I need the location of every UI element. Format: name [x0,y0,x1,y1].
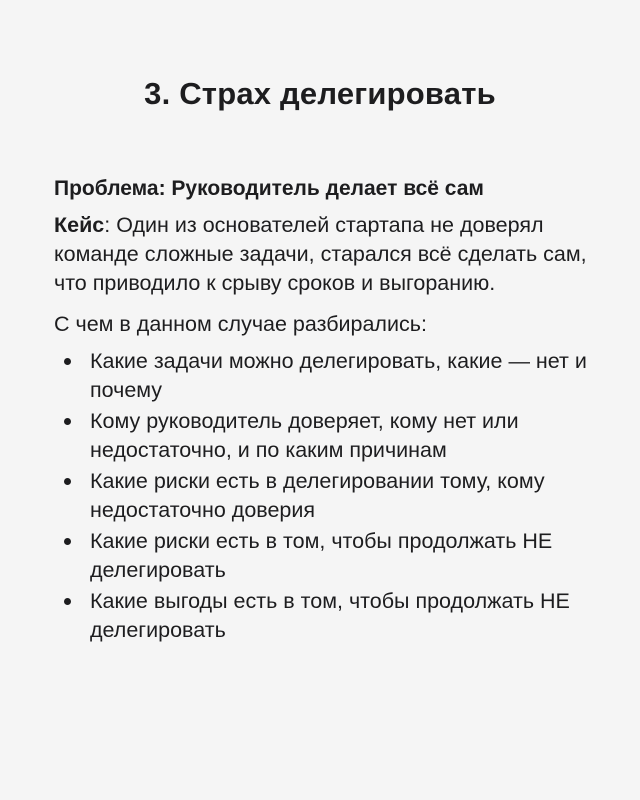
bullet-icon [64,358,71,365]
list-item [54,587,594,645]
list-item-text: Какие риски есть в делегировании тому, кому недостаточно доверия [90,469,545,522]
slide-content [54,174,594,647]
bullet-icon [64,538,71,545]
list-item [54,407,594,465]
list-item [54,347,594,405]
case-label: Кейс [54,213,105,237]
list-item [54,527,594,585]
case-description [54,211,594,298]
list-item-text: Какие задачи можно делегировать, какие — нет и почему [90,349,587,402]
question-heading: С чем в данном случае разбирались: [54,312,427,336]
list-item-text: Какие выгоды есть в том, чтобы продолжать НЕ делегировать [90,589,570,642]
list-item-text: Кому руководитель доверяет, кому нет или недостаточно, и по каким причинам [90,409,519,462]
problem-statement: Проблема: Руководитель делает всё сам [54,177,484,200]
case-text: : Один из основателей стартапа не доверял команде сложные задачи, старался всё сделать сам, что приводило к срыву сроков и выгоранию. [54,213,587,295]
points-list [54,347,594,645]
slide-title: 3. Страх делегировать [144,76,496,111]
bullet-icon [64,478,71,485]
bullet-icon [64,418,71,425]
list-item-text: Какие риски есть в том, чтобы продолжать НЕ делегировать [90,529,553,582]
bullet-icon [64,598,71,605]
list-item [54,467,594,525]
